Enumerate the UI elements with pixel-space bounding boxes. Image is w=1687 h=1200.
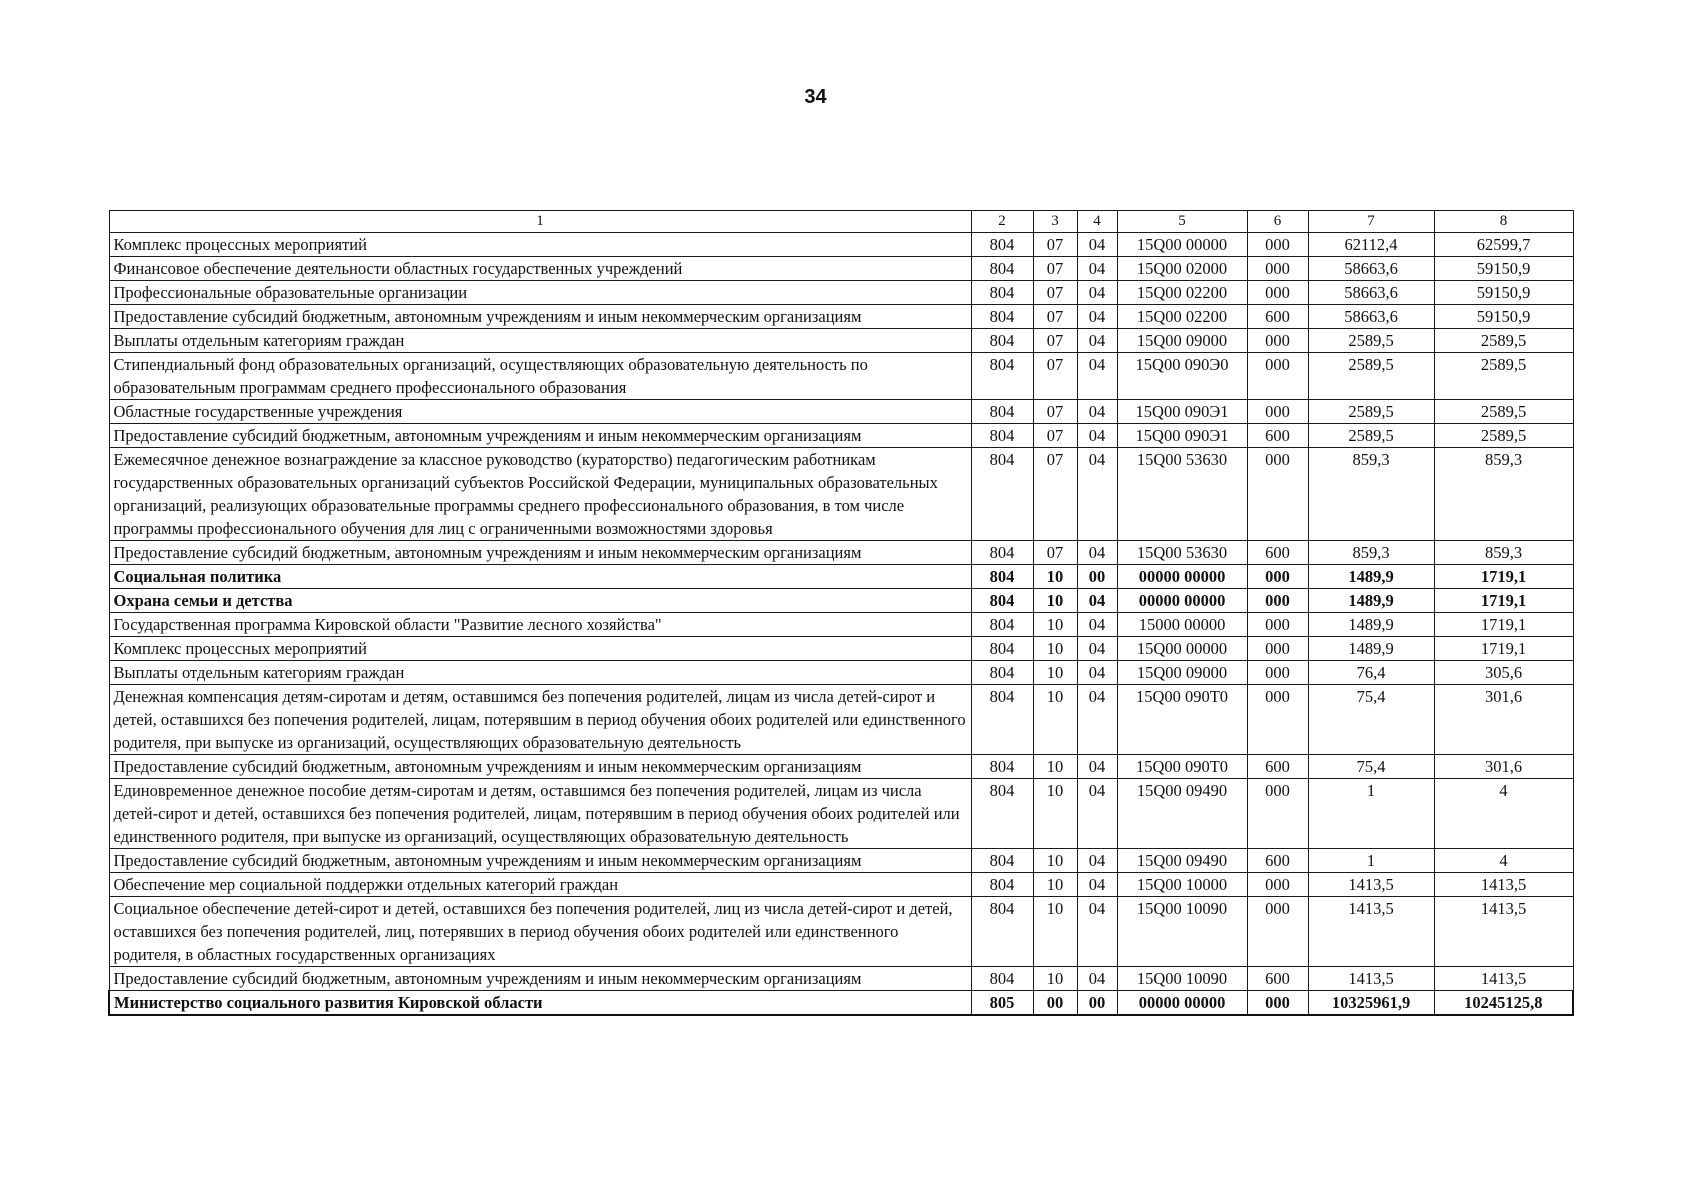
section-cell: 07 bbox=[1033, 400, 1077, 424]
amount-year2-cell: 1719,1 bbox=[1434, 613, 1573, 637]
expense-type-cell: 000 bbox=[1247, 897, 1308, 967]
expense-type-cell: 600 bbox=[1247, 541, 1308, 565]
row-name-cell: Министерство социального развития Кировской области bbox=[109, 991, 971, 1016]
ved-code-cell: 804 bbox=[971, 281, 1033, 305]
section-cell: 07 bbox=[1033, 281, 1077, 305]
ved-code-cell: 804 bbox=[971, 233, 1033, 257]
expense-type-cell: 000 bbox=[1247, 400, 1308, 424]
target-article-cell: 15Q00 00000 bbox=[1117, 637, 1247, 661]
target-article-cell: 15Q00 090Э1 bbox=[1117, 400, 1247, 424]
section-cell: 07 bbox=[1033, 541, 1077, 565]
expense-type-cell: 000 bbox=[1247, 565, 1308, 589]
target-article-cell: 00000 00000 bbox=[1117, 991, 1247, 1016]
row-name-cell: Комплекс процессных мероприятий bbox=[109, 637, 971, 661]
amount-year2-cell: 2589,5 bbox=[1434, 424, 1573, 448]
ved-code-cell: 804 bbox=[971, 873, 1033, 897]
ved-code-cell: 804 bbox=[971, 400, 1033, 424]
amount-year1-cell: 2589,5 bbox=[1308, 400, 1434, 424]
section-cell: 10 bbox=[1033, 755, 1077, 779]
table-row bbox=[109, 541, 1573, 565]
table-row bbox=[109, 755, 1573, 779]
row-name-cell: Обеспечение мер социальной поддержки отдельных категорий граждан bbox=[109, 873, 971, 897]
amount-year1-cell: 1413,5 bbox=[1308, 873, 1434, 897]
amount-year1-cell: 75,4 bbox=[1308, 755, 1434, 779]
column-header: 3 bbox=[1033, 211, 1077, 233]
ved-code-cell: 804 bbox=[971, 565, 1033, 589]
amount-year2-cell: 1719,1 bbox=[1434, 565, 1573, 589]
amount-year2-cell: 301,6 bbox=[1434, 755, 1573, 779]
target-article-cell: 15Q00 10090 bbox=[1117, 967, 1247, 991]
section-cell: 10 bbox=[1033, 685, 1077, 755]
row-name-cell: Выплаты отдельным категориям граждан bbox=[109, 329, 971, 353]
table-row bbox=[109, 589, 1573, 613]
subsection-cell: 04 bbox=[1077, 257, 1117, 281]
row-name-cell: Областные государственные учреждения bbox=[109, 400, 971, 424]
row-name-cell: Ежемесячное денежное вознаграждение за классное руководство (кураторство) педагогическим работникам государственных образовательных организаций субъектов Российской Федерации, муниципальных образовательных организаций, реализующих образовательные программы среднего профессионального образования, в том числе программы профессионального обучения для лиц с ограниченными возможностями здоровья bbox=[109, 448, 971, 541]
amount-year2-cell: 1413,5 bbox=[1434, 967, 1573, 991]
target-article-cell: 15Q00 09000 bbox=[1117, 661, 1247, 685]
subsection-cell: 04 bbox=[1077, 613, 1117, 637]
row-name-cell: Денежная компенсация детям-сиротам и детям, оставшимся без попечения родителей, лицам из числа детей-сирот и детей, оставшихся без попечения родителей, лицам, потерявшим в период обучения обоих родителей или единственного родителя, при выпуске из организаций, осуществляющих образовательную деятельность bbox=[109, 685, 971, 755]
section-cell: 10 bbox=[1033, 589, 1077, 613]
table-row bbox=[109, 565, 1573, 589]
ved-code-cell: 804 bbox=[971, 541, 1033, 565]
amount-year2-cell: 2589,5 bbox=[1434, 353, 1573, 400]
row-name-cell: Социальная политика bbox=[109, 565, 971, 589]
ved-code-cell: 804 bbox=[971, 779, 1033, 849]
row-name-cell: Предоставление субсидий бюджетным, автономным учреждениям и иным некоммерческим организациям bbox=[109, 305, 971, 329]
section-cell: 10 bbox=[1033, 873, 1077, 897]
amount-year2-cell: 1719,1 bbox=[1434, 637, 1573, 661]
ved-code-cell: 804 bbox=[971, 257, 1033, 281]
expense-type-cell: 600 bbox=[1247, 755, 1308, 779]
target-article-cell: 15Q00 53630 bbox=[1117, 448, 1247, 541]
target-article-cell: 15Q00 090Т0 bbox=[1117, 755, 1247, 779]
target-article-cell: 15Q00 10000 bbox=[1117, 873, 1247, 897]
expense-type-cell: 600 bbox=[1247, 424, 1308, 448]
expense-type-cell: 600 bbox=[1247, 967, 1308, 991]
section-cell: 10 bbox=[1033, 897, 1077, 967]
row-name-cell: Предоставление субсидий бюджетным, автономным учреждениям и иным некоммерческим организациям bbox=[109, 967, 971, 991]
amount-year2-cell: 2589,5 bbox=[1434, 400, 1573, 424]
row-name-cell: Профессиональные образовательные организации bbox=[109, 281, 971, 305]
subsection-cell: 04 bbox=[1077, 589, 1117, 613]
subsection-cell: 04 bbox=[1077, 755, 1117, 779]
ved-code-cell: 804 bbox=[971, 353, 1033, 400]
target-article-cell: 15Q00 02200 bbox=[1117, 281, 1247, 305]
subsection-cell: 04 bbox=[1077, 873, 1117, 897]
amount-year1-cell: 1413,5 bbox=[1308, 967, 1434, 991]
target-article-cell: 15Q00 00000 bbox=[1117, 233, 1247, 257]
expense-type-cell: 000 bbox=[1247, 685, 1308, 755]
row-name-cell: Стипендиальный фонд образовательных организаций, осуществляющих образовательную деятельность по образовательным программам среднего профессионального образования bbox=[109, 353, 971, 400]
row-name-cell: Предоставление субсидий бюджетным, автономным учреждениям и иным некоммерческим организациям bbox=[109, 424, 971, 448]
target-article-cell: 15Q00 09000 bbox=[1117, 329, 1247, 353]
section-cell: 07 bbox=[1033, 424, 1077, 448]
ved-code-cell: 804 bbox=[971, 613, 1033, 637]
expense-type-cell: 000 bbox=[1247, 589, 1308, 613]
amount-year1-cell: 58663,6 bbox=[1308, 281, 1434, 305]
target-article-cell: 15Q00 02200 bbox=[1117, 305, 1247, 329]
subsection-cell: 04 bbox=[1077, 685, 1117, 755]
row-name-cell: Предоставление субсидий бюджетным, автономным учреждениям и иным некоммерческим организациям bbox=[109, 755, 971, 779]
expense-type-cell: 000 bbox=[1247, 637, 1308, 661]
amount-year2-cell: 59150,9 bbox=[1434, 257, 1573, 281]
amount-year1-cell: 859,3 bbox=[1308, 541, 1434, 565]
amount-year1-cell: 58663,6 bbox=[1308, 305, 1434, 329]
table-row bbox=[109, 637, 1573, 661]
amount-year2-cell: 10245125,8 bbox=[1434, 991, 1573, 1016]
subsection-cell: 04 bbox=[1077, 305, 1117, 329]
ved-code-cell: 804 bbox=[971, 661, 1033, 685]
amount-year1-cell: 2589,5 bbox=[1308, 353, 1434, 400]
ved-code-cell: 804 bbox=[971, 967, 1033, 991]
subsection-cell: 04 bbox=[1077, 967, 1117, 991]
header-row bbox=[109, 211, 1573, 233]
table-row bbox=[109, 991, 1573, 1016]
column-header: 5 bbox=[1117, 211, 1247, 233]
budget-table bbox=[108, 210, 1574, 1016]
section-cell: 10 bbox=[1033, 637, 1077, 661]
target-article-cell: 00000 00000 bbox=[1117, 589, 1247, 613]
page-number: 34 bbox=[804, 86, 827, 108]
table-row bbox=[109, 967, 1573, 991]
table-row bbox=[109, 448, 1573, 541]
row-name-cell: Охрана семьи и детства bbox=[109, 589, 971, 613]
amount-year1-cell: 859,3 bbox=[1308, 448, 1434, 541]
amount-year2-cell: 59150,9 bbox=[1434, 305, 1573, 329]
section-cell: 10 bbox=[1033, 661, 1077, 685]
subsection-cell: 04 bbox=[1077, 849, 1117, 873]
section-cell: 07 bbox=[1033, 353, 1077, 400]
row-name-cell: Комплекс процессных мероприятий bbox=[109, 233, 971, 257]
section-cell: 07 bbox=[1033, 305, 1077, 329]
subsection-cell: 04 bbox=[1077, 661, 1117, 685]
table-body bbox=[109, 233, 1573, 1016]
amount-year2-cell: 1719,1 bbox=[1434, 589, 1573, 613]
row-name-cell: Предоставление субсидий бюджетным, автономным учреждениям и иным некоммерческим организациям bbox=[109, 849, 971, 873]
amount-year1-cell: 75,4 bbox=[1308, 685, 1434, 755]
amount-year2-cell: 1413,5 bbox=[1434, 873, 1573, 897]
amount-year2-cell: 1413,5 bbox=[1434, 897, 1573, 967]
subsection-cell: 04 bbox=[1077, 541, 1117, 565]
ved-code-cell: 804 bbox=[971, 305, 1033, 329]
amount-year1-cell: 1489,9 bbox=[1308, 565, 1434, 589]
section-cell: 10 bbox=[1033, 967, 1077, 991]
expense-type-cell: 000 bbox=[1247, 661, 1308, 685]
ved-code-cell: 804 bbox=[971, 897, 1033, 967]
expense-type-cell: 000 bbox=[1247, 991, 1308, 1016]
amount-year2-cell: 4 bbox=[1434, 779, 1573, 849]
subsection-cell: 00 bbox=[1077, 991, 1117, 1016]
table-row bbox=[109, 613, 1573, 637]
amount-year2-cell: 859,3 bbox=[1434, 448, 1573, 541]
subsection-cell: 04 bbox=[1077, 400, 1117, 424]
ved-code-cell: 804 bbox=[971, 589, 1033, 613]
row-name-cell: Финансовое обеспечение деятельности областных государственных учреждений bbox=[109, 257, 971, 281]
amount-year1-cell: 1 bbox=[1308, 849, 1434, 873]
row-name-cell: Предоставление субсидий бюджетным, автономным учреждениям и иным некоммерческим организациям bbox=[109, 541, 971, 565]
amount-year1-cell: 10325961,9 bbox=[1308, 991, 1434, 1016]
expense-type-cell: 600 bbox=[1247, 305, 1308, 329]
ved-code-cell: 804 bbox=[971, 637, 1033, 661]
amount-year1-cell: 1 bbox=[1308, 779, 1434, 849]
section-cell: 07 bbox=[1033, 448, 1077, 541]
amount-year1-cell: 2589,5 bbox=[1308, 424, 1434, 448]
table-row bbox=[109, 281, 1573, 305]
expense-type-cell: 000 bbox=[1247, 448, 1308, 541]
amount-year2-cell: 2589,5 bbox=[1434, 329, 1573, 353]
amount-year2-cell: 59150,9 bbox=[1434, 281, 1573, 305]
table-row bbox=[109, 661, 1573, 685]
target-article-cell: 15000 00000 bbox=[1117, 613, 1247, 637]
subsection-cell: 04 bbox=[1077, 897, 1117, 967]
section-cell: 07 bbox=[1033, 233, 1077, 257]
section-cell: 07 bbox=[1033, 329, 1077, 353]
table-row bbox=[109, 873, 1573, 897]
amount-year2-cell: 62599,7 bbox=[1434, 233, 1573, 257]
amount-year2-cell: 4 bbox=[1434, 849, 1573, 873]
row-name-cell: Единовременное денежное пособие детям-сиротам и детям, оставшимся без попечения родителей, лицам из числа детей-сирот и детей, оставшихся без попечения родителей, лицам, потерявшим в период обучения обоих родителей или единственного родителя, при выпуске из организаций, осуществляющих образовательную деятельность bbox=[109, 779, 971, 849]
subsection-cell: 04 bbox=[1077, 329, 1117, 353]
column-header: 6 bbox=[1247, 211, 1308, 233]
amount-year1-cell: 1413,5 bbox=[1308, 897, 1434, 967]
table-row bbox=[109, 305, 1573, 329]
table-row bbox=[109, 685, 1573, 755]
expense-type-cell: 000 bbox=[1247, 329, 1308, 353]
column-header: 8 bbox=[1434, 211, 1573, 233]
expense-type-cell: 000 bbox=[1247, 873, 1308, 897]
expense-type-cell: 000 bbox=[1247, 613, 1308, 637]
table-row bbox=[109, 353, 1573, 400]
target-article-cell: 15Q00 09490 bbox=[1117, 849, 1247, 873]
amount-year1-cell: 1489,9 bbox=[1308, 637, 1434, 661]
subsection-cell: 04 bbox=[1077, 281, 1117, 305]
section-cell: 10 bbox=[1033, 613, 1077, 637]
target-article-cell: 15Q00 090Э0 bbox=[1117, 353, 1247, 400]
ved-code-cell: 804 bbox=[971, 448, 1033, 541]
subsection-cell: 00 bbox=[1077, 565, 1117, 589]
table-row bbox=[109, 257, 1573, 281]
amount-year1-cell: 1489,9 bbox=[1308, 613, 1434, 637]
subsection-cell: 04 bbox=[1077, 779, 1117, 849]
column-header: 7 bbox=[1308, 211, 1434, 233]
subsection-cell: 04 bbox=[1077, 448, 1117, 541]
amount-year1-cell: 76,4 bbox=[1308, 661, 1434, 685]
column-header: 4 bbox=[1077, 211, 1117, 233]
expense-type-cell: 000 bbox=[1247, 353, 1308, 400]
subsection-cell: 04 bbox=[1077, 637, 1117, 661]
table-row bbox=[109, 329, 1573, 353]
table-row bbox=[109, 424, 1573, 448]
amount-year1-cell: 62112,4 bbox=[1308, 233, 1434, 257]
column-header: 2 bbox=[971, 211, 1033, 233]
expense-type-cell: 000 bbox=[1247, 779, 1308, 849]
section-cell: 10 bbox=[1033, 849, 1077, 873]
target-article-cell: 15Q00 53630 bbox=[1117, 541, 1247, 565]
table-row bbox=[109, 849, 1573, 873]
ved-code-cell: 805 bbox=[971, 991, 1033, 1016]
ved-code-cell: 804 bbox=[971, 424, 1033, 448]
ved-code-cell: 804 bbox=[971, 849, 1033, 873]
row-name-cell: Социальное обеспечение детей-сирот и детей, оставшихся без попечения родителей, лиц из числа детей-сирот и детей, оставшихся без попечения родителей, лиц, потерявших в период обучения обоих родителей или единственного родителя, в областных государственных организациях bbox=[109, 897, 971, 967]
table-row bbox=[109, 779, 1573, 849]
amount-year1-cell: 58663,6 bbox=[1308, 257, 1434, 281]
section-cell: 07 bbox=[1033, 257, 1077, 281]
target-article-cell: 15Q00 090Э1 bbox=[1117, 424, 1247, 448]
target-article-cell: 15Q00 10090 bbox=[1117, 897, 1247, 967]
amount-year2-cell: 301,6 bbox=[1434, 685, 1573, 755]
table-row bbox=[109, 233, 1573, 257]
target-article-cell: 00000 00000 bbox=[1117, 565, 1247, 589]
target-article-cell: 15Q00 02000 bbox=[1117, 257, 1247, 281]
amount-year1-cell: 2589,5 bbox=[1308, 329, 1434, 353]
subsection-cell: 04 bbox=[1077, 424, 1117, 448]
column-header: 1 bbox=[109, 211, 971, 233]
expense-type-cell: 000 bbox=[1247, 281, 1308, 305]
expense-type-cell: 600 bbox=[1247, 849, 1308, 873]
target-article-cell: 15Q00 09490 bbox=[1117, 779, 1247, 849]
expense-type-cell: 000 bbox=[1247, 233, 1308, 257]
ved-code-cell: 804 bbox=[971, 685, 1033, 755]
section-cell: 00 bbox=[1033, 991, 1077, 1016]
section-cell: 10 bbox=[1033, 779, 1077, 849]
table-row bbox=[109, 897, 1573, 967]
section-cell: 10 bbox=[1033, 565, 1077, 589]
target-article-cell: 15Q00 090Т0 bbox=[1117, 685, 1247, 755]
amount-year2-cell: 859,3 bbox=[1434, 541, 1573, 565]
amount-year2-cell: 305,6 bbox=[1434, 661, 1573, 685]
amount-year1-cell: 1489,9 bbox=[1308, 589, 1434, 613]
row-name-cell: Государственная программа Кировской области "Развитие лесного хозяйства" bbox=[109, 613, 971, 637]
ved-code-cell: 804 bbox=[971, 329, 1033, 353]
row-name-cell: Выплаты отдельным категориям граждан bbox=[109, 661, 971, 685]
ved-code-cell: 804 bbox=[971, 755, 1033, 779]
expense-type-cell: 000 bbox=[1247, 257, 1308, 281]
subsection-cell: 04 bbox=[1077, 233, 1117, 257]
table-row bbox=[109, 400, 1573, 424]
subsection-cell: 04 bbox=[1077, 353, 1117, 400]
